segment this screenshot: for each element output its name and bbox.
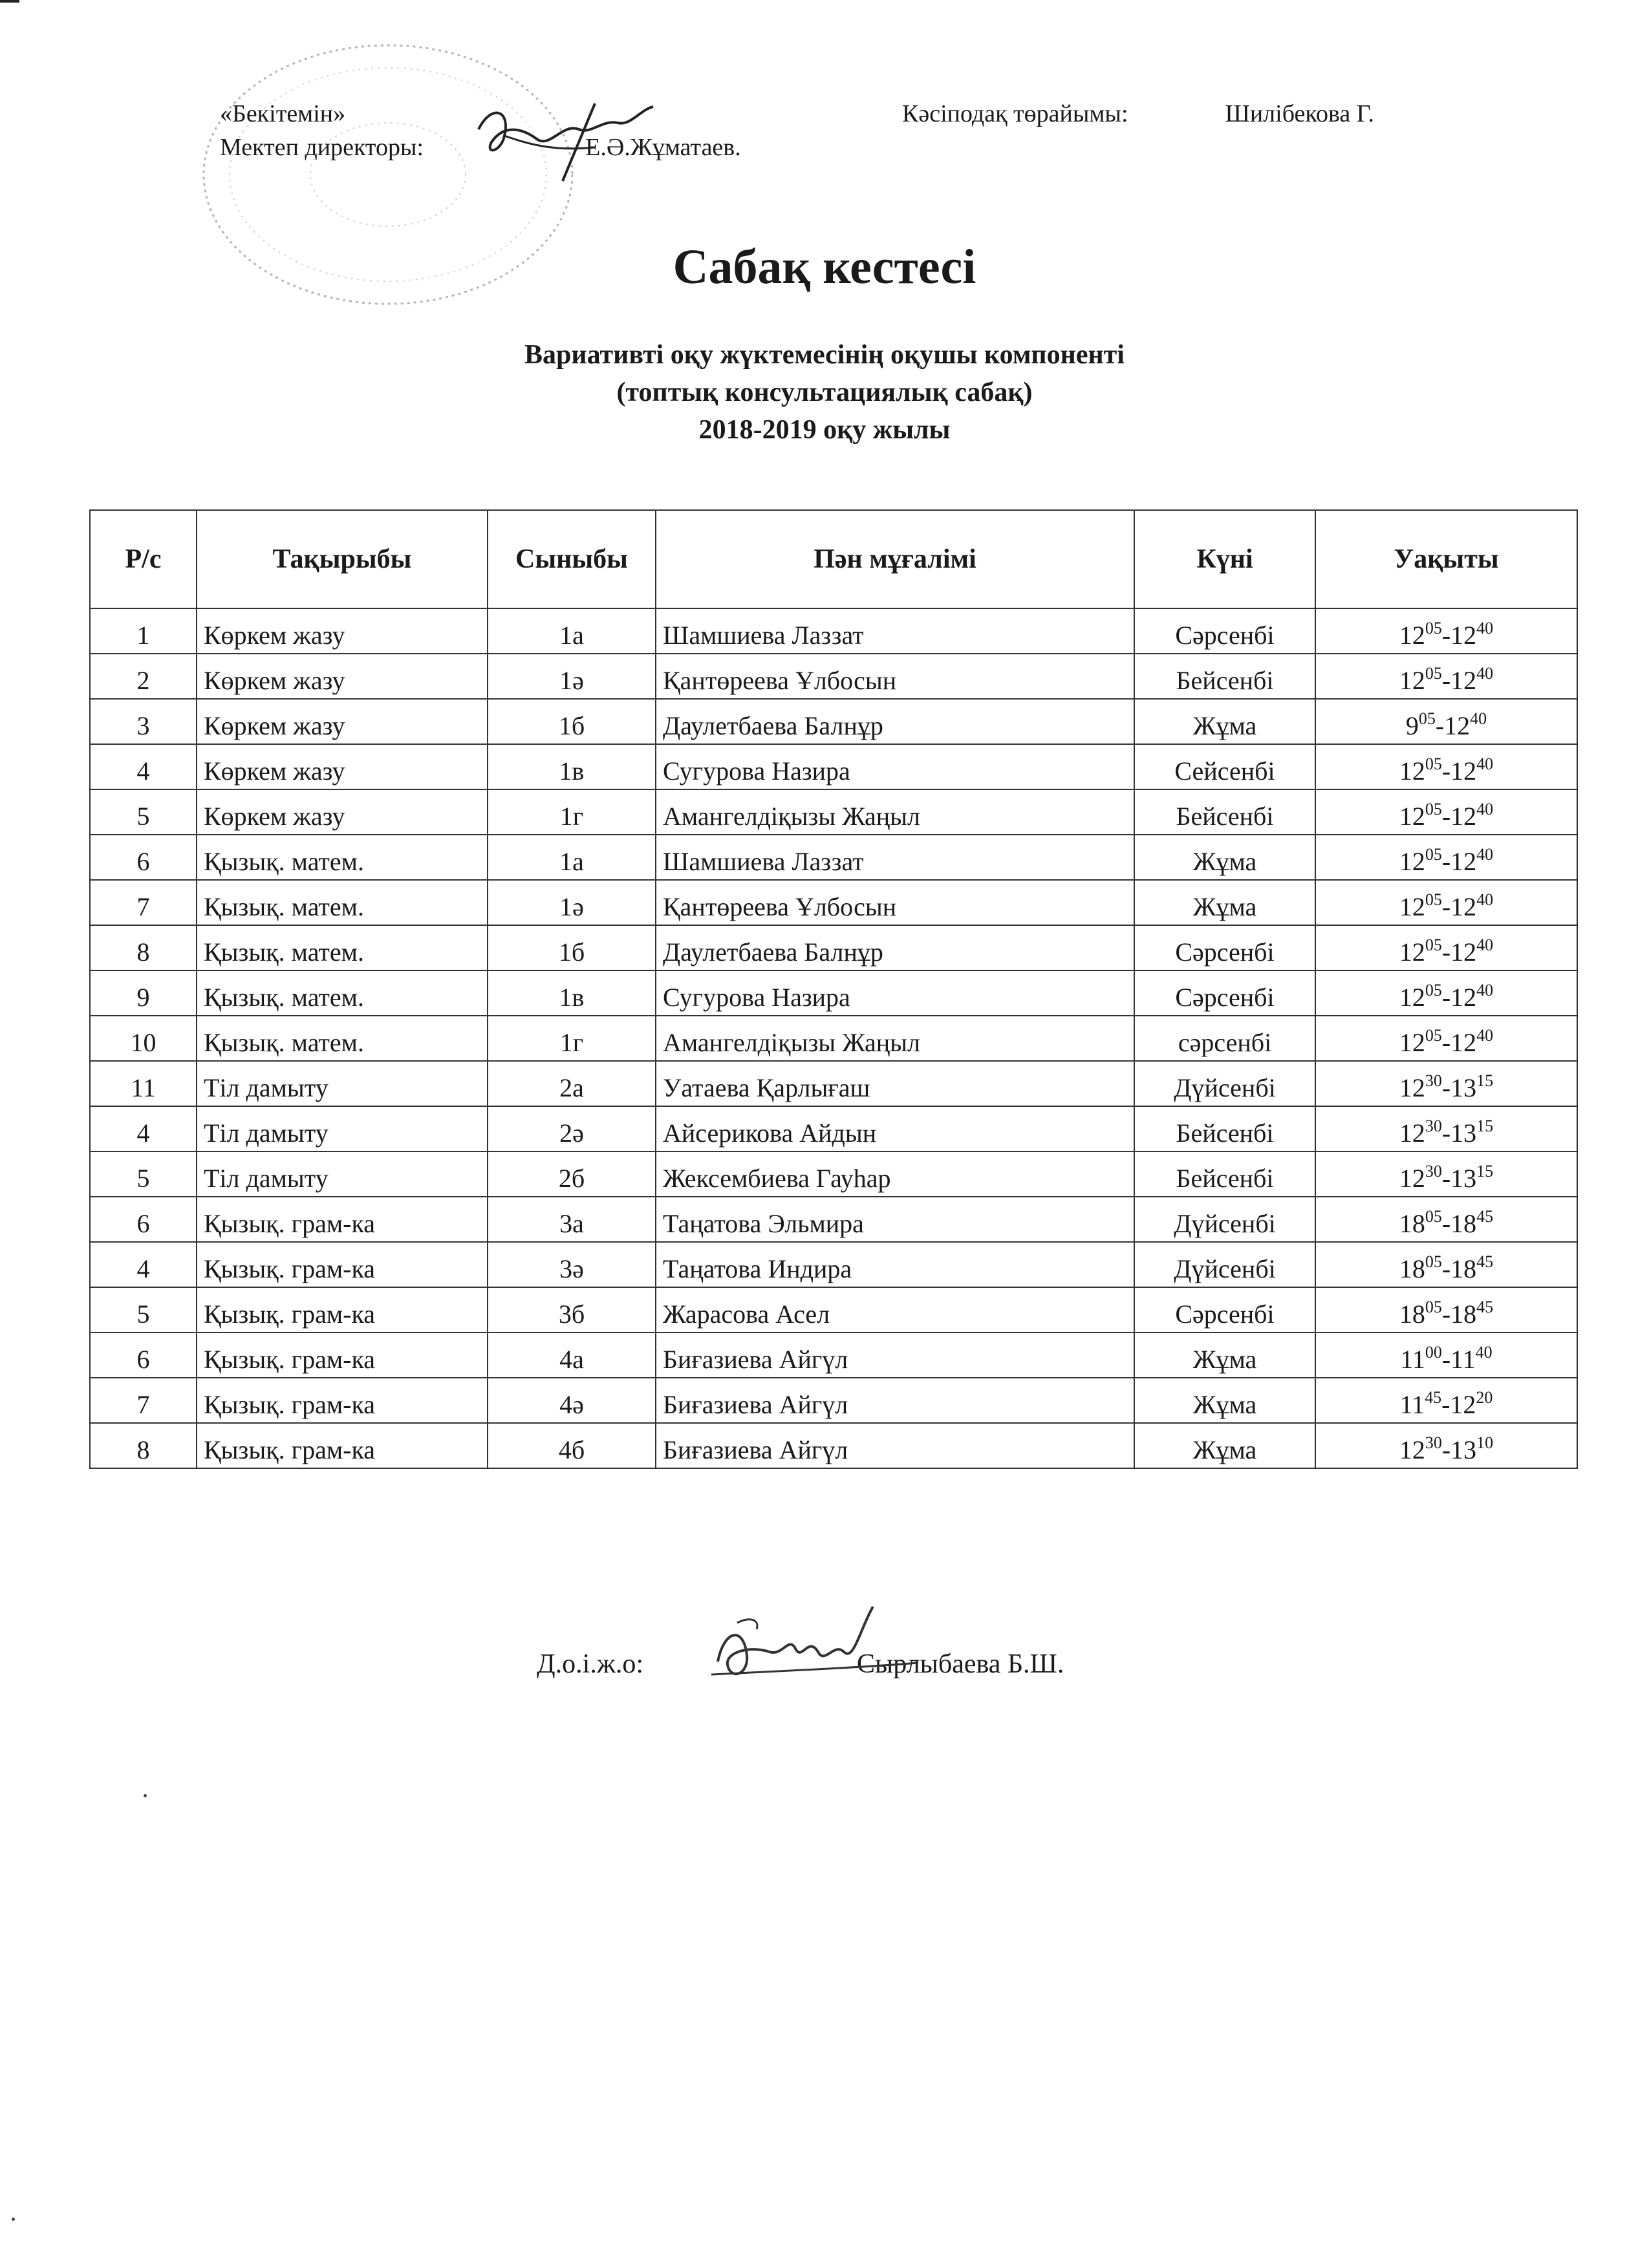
row-class: 3ә bbox=[488, 1242, 656, 1287]
time-from-minute: 45 bbox=[1425, 1388, 1442, 1407]
row-class: 1а bbox=[488, 835, 656, 880]
row-topic: Қызық. грам-ка bbox=[197, 1287, 488, 1332]
director-name: Е.Ә.Жұматаев. bbox=[585, 134, 741, 161]
time-to-hour: 18 bbox=[1450, 1209, 1477, 1238]
row-teacher: Қантөреева Ұлбосын bbox=[656, 654, 1134, 699]
table-row bbox=[90, 1016, 1577, 1061]
table-row bbox=[90, 654, 1577, 699]
deputy-label: Д.о.і.ж.о: bbox=[537, 1649, 644, 1679]
row-topic: Қызық. грам-ка bbox=[197, 1423, 488, 1468]
row-day: Жұма bbox=[1134, 1332, 1315, 1378]
row-class: 1б bbox=[488, 699, 656, 744]
row-time bbox=[1315, 1423, 1577, 1468]
row-number: 11 bbox=[90, 1061, 197, 1106]
schedule-table bbox=[89, 509, 1578, 1469]
column-header-number: Р/с bbox=[90, 510, 197, 608]
time-from-minute: 05 bbox=[1425, 1252, 1442, 1271]
row-topic: Көркем жазу bbox=[197, 789, 488, 835]
time-to-hour: 12 bbox=[1450, 937, 1477, 967]
time-from-hour: 12 bbox=[1399, 983, 1425, 1012]
row-day: Бейсенбі bbox=[1134, 1106, 1315, 1151]
table-row bbox=[90, 699, 1577, 744]
column-header-class: Сыныбы bbox=[488, 510, 656, 608]
time-from-minute: 05 bbox=[1425, 981, 1442, 1000]
row-time bbox=[1315, 1242, 1577, 1287]
row-teacher: Шамшиева Лаззат bbox=[656, 835, 1134, 880]
row-class: 1а bbox=[488, 608, 656, 654]
time-separator: - bbox=[1441, 1118, 1451, 1148]
time-separator: - bbox=[1441, 1164, 1451, 1193]
table-row bbox=[90, 1151, 1577, 1197]
time-from-hour: 9 bbox=[1405, 711, 1419, 740]
row-number: 8 bbox=[90, 1423, 197, 1468]
time-to-minute: 40 bbox=[1476, 754, 1494, 773]
time-to-minute: 40 bbox=[1476, 936, 1494, 954]
time-from-minute: 05 bbox=[1425, 936, 1442, 954]
time-to-minute: 40 bbox=[1476, 619, 1494, 637]
row-class: 2б bbox=[488, 1151, 656, 1197]
row-time bbox=[1315, 925, 1577, 970]
time-to-minute: 45 bbox=[1476, 1252, 1494, 1271]
row-teacher: Жарасова Асел bbox=[656, 1287, 1134, 1332]
row-day: Бейсенбі bbox=[1134, 1151, 1315, 1197]
time-from-hour: 18 bbox=[1399, 1300, 1425, 1329]
time-from-hour: 12 bbox=[1399, 937, 1425, 967]
row-class: 3а bbox=[488, 1197, 656, 1242]
row-teacher: Даулетбаева Балнұр bbox=[656, 925, 1134, 970]
time-separator: - bbox=[1441, 1390, 1450, 1419]
time-separator: - bbox=[1441, 847, 1451, 876]
time-to-minute: 40 bbox=[1470, 709, 1487, 728]
time-separator: - bbox=[1441, 756, 1451, 786]
time-to-minute: 15 bbox=[1476, 1071, 1494, 1090]
row-number: 3 bbox=[90, 699, 197, 744]
row-time bbox=[1315, 744, 1577, 789]
time-from-hour: 12 bbox=[1399, 1073, 1425, 1102]
row-number: 9 bbox=[90, 970, 197, 1016]
time-separator: - bbox=[1441, 1073, 1451, 1102]
time-from-hour: 11 bbox=[1400, 1345, 1425, 1374]
row-day: Сейсенбі bbox=[1134, 744, 1315, 789]
time-from-minute: 05 bbox=[1425, 664, 1442, 683]
scan-edge-mark bbox=[0, 0, 19, 3]
row-day: сәрсенбі bbox=[1134, 1016, 1315, 1061]
time-from-hour: 11 bbox=[1399, 1390, 1425, 1419]
row-number: 6 bbox=[90, 835, 197, 880]
time-to-hour: 13 bbox=[1450, 1118, 1477, 1148]
time-separator: - bbox=[1441, 1300, 1451, 1329]
time-from-hour: 12 bbox=[1399, 802, 1425, 831]
row-class: 4б bbox=[488, 1423, 656, 1468]
row-time bbox=[1315, 1287, 1577, 1332]
time-to-minute: 40 bbox=[1476, 890, 1494, 909]
union-chair-name: Шилібекова Г. bbox=[1225, 100, 1374, 127]
time-to-hour: 12 bbox=[1450, 666, 1477, 695]
time-to-hour: 12 bbox=[1450, 892, 1477, 921]
row-day: Сәрсенбі bbox=[1134, 1287, 1315, 1332]
row-time bbox=[1315, 1197, 1577, 1242]
subtitle-line-3: 2018-2019 оқу жылы bbox=[698, 415, 951, 445]
row-teacher: Айсерикова Айдын bbox=[656, 1106, 1134, 1151]
row-topic: Көркем жазу bbox=[197, 699, 488, 744]
row-topic: Көркем жазу bbox=[197, 744, 488, 789]
time-from-minute: 05 bbox=[1425, 619, 1442, 637]
row-topic: Тіл дамыту bbox=[197, 1106, 488, 1151]
time-to-minute: 40 bbox=[1476, 664, 1494, 683]
row-topic: Қызық. матем. bbox=[197, 1016, 488, 1061]
row-day: Сәрсенбі bbox=[1134, 925, 1315, 970]
row-teacher: Таңатова Эльмира bbox=[656, 1197, 1134, 1242]
row-time bbox=[1315, 835, 1577, 880]
time-to-minute: 15 bbox=[1476, 1117, 1494, 1135]
time-separator: - bbox=[1441, 666, 1451, 695]
row-topic: Тіл дамыту bbox=[197, 1151, 488, 1197]
row-class: 2ә bbox=[488, 1106, 656, 1151]
row-topic: Қызық. матем. bbox=[197, 880, 488, 925]
row-teacher: Сугурова Назира bbox=[656, 970, 1134, 1016]
row-day: Жұма bbox=[1134, 835, 1315, 880]
row-day: Жұма bbox=[1134, 699, 1315, 744]
time-to-minute: 40 bbox=[1476, 800, 1494, 818]
time-separator: - bbox=[1435, 711, 1445, 740]
time-separator: - bbox=[1441, 802, 1451, 831]
time-to-hour: 12 bbox=[1450, 802, 1477, 831]
row-day: Жұма bbox=[1134, 1378, 1315, 1423]
time-to-hour: 12 bbox=[1450, 1390, 1476, 1419]
row-day: Сәрсенбі bbox=[1134, 970, 1315, 1016]
row-topic: Қызық. матем. bbox=[197, 970, 488, 1016]
row-day: Бейсенбі bbox=[1134, 654, 1315, 699]
time-to-minute: 40 bbox=[1476, 981, 1494, 1000]
time-from-minute: 30 bbox=[1425, 1162, 1442, 1181]
time-from-minute: 05 bbox=[1425, 1026, 1442, 1045]
table-row bbox=[90, 970, 1577, 1016]
table-row bbox=[90, 744, 1577, 789]
director-signature bbox=[466, 91, 660, 187]
table-row bbox=[90, 1378, 1577, 1423]
time-to-hour: 13 bbox=[1450, 1073, 1477, 1102]
column-header-topic: Тақырыбы bbox=[197, 510, 488, 608]
row-day: Бейсенбі bbox=[1134, 789, 1315, 835]
time-to-minute: 20 bbox=[1476, 1388, 1493, 1407]
time-separator: - bbox=[1441, 1209, 1451, 1238]
row-time bbox=[1315, 789, 1577, 835]
table-row bbox=[90, 789, 1577, 835]
time-separator: - bbox=[1441, 621, 1451, 650]
row-teacher: Амангелдіқызы Жаңыл bbox=[656, 1016, 1134, 1061]
row-time bbox=[1315, 1378, 1577, 1423]
time-to-hour: 12 bbox=[1450, 621, 1477, 650]
row-class: 1г bbox=[488, 1016, 656, 1061]
time-to-hour: 18 bbox=[1450, 1254, 1477, 1283]
row-topic: Көркем жазу bbox=[197, 608, 488, 654]
time-from-hour: 18 bbox=[1399, 1209, 1425, 1238]
row-topic: Қызық. грам-ка bbox=[197, 1197, 488, 1242]
row-class: 4а bbox=[488, 1332, 656, 1378]
scan-speck bbox=[12, 2218, 15, 2221]
time-separator: - bbox=[1441, 892, 1451, 921]
approve-label: «Бекітемін» bbox=[220, 100, 346, 127]
row-number: 6 bbox=[90, 1332, 197, 1378]
row-teacher: Биғазиева Айгүл bbox=[656, 1423, 1134, 1468]
row-class: 1ә bbox=[488, 654, 656, 699]
time-from-minute: 05 bbox=[1425, 800, 1442, 818]
time-to-hour: 12 bbox=[1450, 983, 1477, 1012]
time-from-minute: 05 bbox=[1418, 709, 1436, 728]
subtitle-line-1: Вариативті оқу жүктемесінің оқушы компоненті bbox=[524, 340, 1125, 370]
time-to-hour: 13 bbox=[1450, 1435, 1477, 1464]
row-class: 1в bbox=[488, 970, 656, 1016]
time-from-hour: 18 bbox=[1399, 1254, 1425, 1283]
row-topic: Қызық. матем. bbox=[197, 835, 488, 880]
row-number: 5 bbox=[90, 789, 197, 835]
time-from-hour: 12 bbox=[1399, 847, 1425, 876]
row-topic: Қызық. грам-ка bbox=[197, 1332, 488, 1378]
row-day: Сәрсенбі bbox=[1134, 608, 1315, 654]
row-topic: Қызық. грам-ка bbox=[197, 1242, 488, 1287]
row-time bbox=[1315, 880, 1577, 925]
row-time bbox=[1315, 1332, 1577, 1378]
row-number: 4 bbox=[90, 1242, 197, 1287]
row-number: 1 bbox=[90, 608, 197, 654]
table-header-row bbox=[90, 510, 1577, 608]
time-from-minute: 00 bbox=[1425, 1343, 1442, 1362]
time-from-hour: 12 bbox=[1399, 1118, 1425, 1148]
table-row bbox=[90, 1332, 1577, 1378]
time-from-minute: 30 bbox=[1425, 1117, 1442, 1135]
director-label: Мектеп директоры: bbox=[220, 134, 424, 161]
time-separator: - bbox=[1441, 1345, 1451, 1374]
time-to-hour: 11 bbox=[1450, 1345, 1476, 1374]
time-from-hour: 12 bbox=[1399, 666, 1425, 695]
time-separator: - bbox=[1441, 983, 1451, 1012]
row-class: 4ә bbox=[488, 1378, 656, 1423]
row-class: 3б bbox=[488, 1287, 656, 1332]
time-from-hour: 12 bbox=[1399, 1028, 1425, 1057]
time-from-minute: 05 bbox=[1425, 845, 1442, 864]
time-from-hour: 12 bbox=[1399, 621, 1425, 650]
table-row bbox=[90, 1287, 1577, 1332]
row-teacher: Даулетбаева Балнұр bbox=[656, 699, 1134, 744]
table-row bbox=[90, 1106, 1577, 1151]
column-header-teacher: Пән мұғалімі bbox=[656, 510, 1134, 608]
row-time bbox=[1315, 1016, 1577, 1061]
table-row bbox=[90, 1423, 1577, 1468]
row-class: 1в bbox=[488, 744, 656, 789]
row-number: 4 bbox=[90, 744, 197, 789]
row-teacher: Шамшиева Лаззат bbox=[656, 608, 1134, 654]
row-number: 10 bbox=[90, 1016, 197, 1061]
time-separator: - bbox=[1441, 1028, 1451, 1057]
time-from-hour: 12 bbox=[1399, 1435, 1425, 1464]
row-teacher: Биғазиева Айгүл bbox=[656, 1378, 1134, 1423]
time-to-minute: 45 bbox=[1476, 1207, 1494, 1226]
row-time bbox=[1315, 1106, 1577, 1151]
column-header-time: Уақыты bbox=[1315, 510, 1577, 608]
time-from-minute: 05 bbox=[1425, 1298, 1442, 1316]
time-to-minute: 15 bbox=[1476, 1162, 1494, 1181]
time-to-hour: 18 bbox=[1450, 1300, 1477, 1329]
row-number: 2 bbox=[90, 654, 197, 699]
row-teacher: Сугурова Назира bbox=[656, 744, 1134, 789]
time-from-minute: 05 bbox=[1425, 1207, 1442, 1226]
time-to-hour: 12 bbox=[1450, 1028, 1477, 1057]
table-row bbox=[90, 1197, 1577, 1242]
time-separator: - bbox=[1441, 937, 1451, 967]
row-topic: Тіл дамыту bbox=[197, 1061, 488, 1106]
row-teacher: Амангелдіқызы Жаңыл bbox=[656, 789, 1134, 835]
table-row bbox=[90, 925, 1577, 970]
row-time bbox=[1315, 699, 1577, 744]
row-class: 1б bbox=[488, 925, 656, 970]
row-class: 2а bbox=[488, 1061, 656, 1106]
deputy-name: Сырлыбаева Б.Ш. bbox=[857, 1649, 1064, 1679]
union-label: Кәсіподақ төрайымы: bbox=[902, 100, 1128, 127]
subtitle-line-2: (топтық консультациялық сабақ) bbox=[616, 378, 1033, 407]
row-teacher: Қантөреева Ұлбосын bbox=[656, 880, 1134, 925]
row-day: Дүйсенбі bbox=[1134, 1061, 1315, 1106]
row-time bbox=[1315, 654, 1577, 699]
page-title: Сабақ кестесі bbox=[673, 240, 976, 294]
time-from-hour: 12 bbox=[1399, 756, 1425, 786]
table-row bbox=[90, 835, 1577, 880]
row-number: 4 bbox=[90, 1106, 197, 1151]
scan-speck bbox=[144, 1794, 147, 1797]
time-to-minute: 10 bbox=[1476, 1433, 1494, 1452]
time-from-minute: 05 bbox=[1425, 754, 1442, 773]
table-row bbox=[90, 1061, 1577, 1106]
table-body bbox=[90, 608, 1577, 1468]
time-to-minute: 40 bbox=[1475, 1343, 1493, 1362]
time-to-minute: 45 bbox=[1476, 1298, 1494, 1316]
column-header-day: Күні bbox=[1134, 510, 1315, 608]
row-topic: Көркем жазу bbox=[197, 654, 488, 699]
row-day: Жұма bbox=[1134, 1423, 1315, 1468]
row-teacher: Уатаева Қарлығаш bbox=[656, 1061, 1134, 1106]
row-time bbox=[1315, 1061, 1577, 1106]
row-time bbox=[1315, 608, 1577, 654]
row-topic: Қызық. грам-ка bbox=[197, 1378, 488, 1423]
table-row bbox=[90, 1242, 1577, 1287]
row-time bbox=[1315, 970, 1577, 1016]
time-to-hour: 12 bbox=[1450, 847, 1477, 876]
time-from-hour: 12 bbox=[1399, 1164, 1425, 1193]
row-number: 7 bbox=[90, 1378, 197, 1423]
time-separator: - bbox=[1441, 1254, 1451, 1283]
row-teacher: Жексембиева Гауһар bbox=[656, 1151, 1134, 1197]
time-to-minute: 40 bbox=[1476, 1026, 1494, 1045]
row-topic: Қызық. матем. bbox=[197, 925, 488, 970]
row-teacher: Биғазиева Айгүл bbox=[656, 1332, 1134, 1378]
time-to-hour: 13 bbox=[1450, 1164, 1477, 1193]
time-from-minute: 05 bbox=[1425, 890, 1442, 909]
row-number: 5 bbox=[90, 1151, 197, 1197]
row-number: 5 bbox=[90, 1287, 197, 1332]
union-block bbox=[902, 97, 1374, 131]
time-from-minute: 30 bbox=[1425, 1071, 1442, 1090]
row-teacher: Таңатова Индира bbox=[656, 1242, 1134, 1287]
row-number: 8 bbox=[90, 925, 197, 970]
row-number: 6 bbox=[90, 1197, 197, 1242]
page-subtitle bbox=[0, 336, 1649, 449]
table-row bbox=[90, 608, 1577, 654]
row-day: Дүйсенбі bbox=[1134, 1242, 1315, 1287]
time-to-minute: 40 bbox=[1476, 845, 1494, 864]
time-separator: - bbox=[1441, 1435, 1451, 1464]
table-row bbox=[90, 880, 1577, 925]
deputy-signature bbox=[698, 1590, 931, 1720]
row-day: Жұма bbox=[1134, 880, 1315, 925]
time-to-hour: 12 bbox=[1444, 711, 1471, 740]
time-to-hour: 12 bbox=[1450, 756, 1477, 786]
time-from-minute: 30 bbox=[1425, 1433, 1442, 1452]
row-class: 1г bbox=[488, 789, 656, 835]
row-class: 1ә bbox=[488, 880, 656, 925]
row-time bbox=[1315, 1151, 1577, 1197]
time-from-hour: 12 bbox=[1399, 892, 1425, 921]
row-day: Дүйсенбі bbox=[1134, 1197, 1315, 1242]
row-number: 7 bbox=[90, 880, 197, 925]
